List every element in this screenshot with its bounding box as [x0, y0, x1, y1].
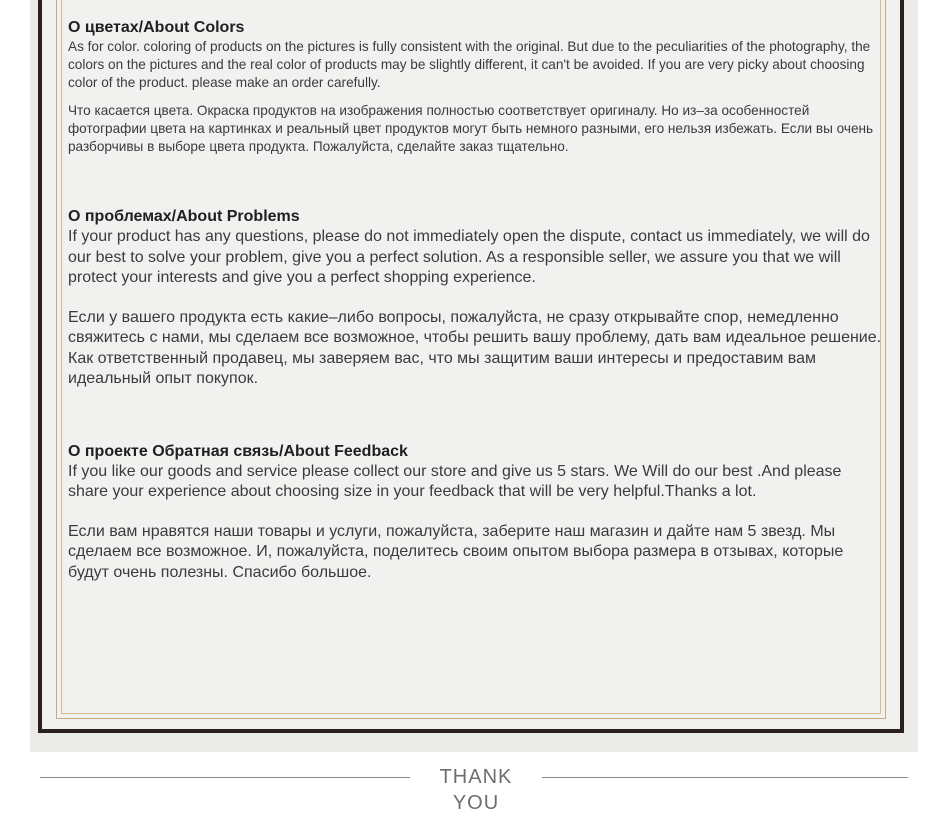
divider-right — [542, 777, 908, 778]
thank-you-text: THANK YOU — [439, 766, 513, 814]
section-feedback — [68, 442, 882, 584]
feedback-text-ru: Если вам нравятся наши товары и услуги, пожалуйста, заберите наш магазин и дайте нам 5 звезд. Мы сделаем все возможное. И, пожалуйста, поделитесь своим опытом выбора размера в отзывах, которые будут очень полезны. Спасибо большое. — [68, 522, 844, 581]
problems-heading: О проблемах/About Problems — [68, 208, 300, 225]
colors-heading: О цветах/About Colors — [68, 19, 245, 36]
problems-text-ru: Если у вашего продукта есть какие–либо вопросы, пожалуйста, не сразу открывайте спор, немедленно свяжитесь с нами, мы сделаем все возможное, чтобы решить вашу проблему, дать вам идеальное решение. Как ответственный продавец, мы заверяем вас, что мы защитим ваши интересы и предоставим вам идеальный опыт покупок. — [68, 308, 882, 387]
thank-you-footer — [40, 764, 908, 814]
feedback-heading: О проекте Обратная связь/About Feedback — [68, 442, 408, 460]
feedback-text-en: If you like our goods and service please collect our store and give us 5 stars. We Will do our best .And please share your experience about choosing size in your feedback that will be very helpful.Thanks a lot. — [68, 462, 842, 500]
problems-text-en: If your product has any questions, please do not immediately open the dispute, contact us immediately, we will do our best to solve your problem, give you a perfect solution. As a responsible seller, we assure you that we will protect your interests and give you a perfect shopping experience. — [68, 228, 870, 286]
colors-text-ru: Что касается цвета. Окраска продуктов на изображения полностью соответствует оригиналу. Но из–за особенностей фотографии цвета на картинках и реальный цвет продуктов могут быть немного разными, его нельзя избежать. Если вы очень разборчивы в выборе цвета продукта. Пожалуйста, сделайте заказ тщательно. — [68, 103, 874, 154]
divider-left — [40, 777, 410, 778]
notice-content — [68, 18, 882, 583]
colors-text-en: As for color. coloring of products on the pictures is fully consistent with the original. But due to the peculiarities of the photography, the colors on the pictures and the real color of products may be slightly different, it can't be avoided. If you are very picky about choosing color of the product. please make an order carefully. — [68, 39, 871, 90]
info-panel — [30, 0, 918, 752]
section-problems — [68, 207, 882, 390]
section-colors — [68, 18, 882, 156]
